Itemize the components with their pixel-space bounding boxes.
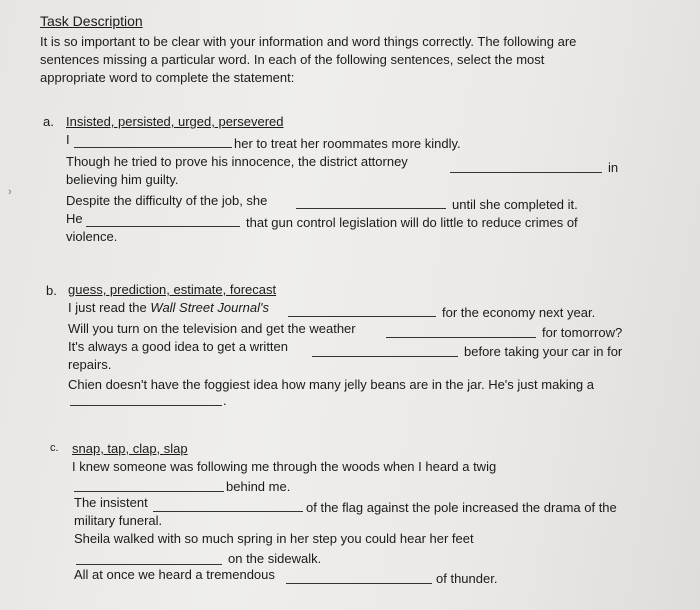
a-sentence-4-start: He [66, 211, 83, 226]
b-blank-4[interactable] [70, 405, 222, 406]
a-sentence-1-end: her to treat her roommates more kindly. [234, 136, 461, 151]
b-sentence-1-start: I just read the Wall Street Journal's [68, 300, 269, 315]
b-sentence-3-start: It's always a good idea to get a written [68, 339, 288, 354]
b-blank-2[interactable] [386, 337, 536, 338]
a-blank-1[interactable] [74, 147, 232, 148]
c-sentence-2-cont: military funeral. [74, 513, 163, 528]
b-sentence-3-end: before taking your car in for [464, 344, 623, 359]
section-b-letter: b. [46, 283, 57, 298]
b-sentence-1-end: for the economy next year. [442, 305, 596, 320]
b-sentence-2-end: for tomorrow? [542, 325, 623, 340]
c-sentence-3-end: on the sidewalk. [228, 551, 322, 566]
a-sentence-1-start: I [66, 132, 70, 147]
c-sentence-2-start: The insistent [74, 495, 148, 510]
a-blank-3[interactable] [296, 208, 446, 209]
task-heading: Task Description [40, 13, 143, 29]
c-blank-2[interactable] [153, 511, 303, 512]
b-sentence-4-end: . [223, 393, 227, 408]
page-speck: › [8, 186, 12, 198]
c-sentence-3: Sheila walked with so much spring in her step you could hear her feet [74, 531, 474, 546]
section-a-letter: a. [43, 114, 54, 129]
c-blank-4[interactable] [286, 583, 432, 584]
c-blank-1[interactable] [74, 491, 224, 492]
section-c-word-list: snap, tap, clap, slap [72, 441, 188, 456]
a-sentence-2-end: in [608, 160, 619, 175]
intro-line-2: sentences missing a particular word. In each of the following sentences, select the most [40, 52, 545, 67]
c-sentence-4-start: All at once we heard a tremendous [74, 567, 275, 582]
a-sentence-3-end: until she completed it. [452, 197, 578, 212]
b-sentence-3-cont: repairs. [68, 357, 112, 372]
a-sentence-4-end: that gun control legislation will do little to reduce crimes of [246, 215, 578, 230]
intro-line-1: It is so important to be clear with your information and word things correctly. The following are [40, 34, 577, 49]
c-sentence-1: I knew someone was following me through the woods when I heard a twig [72, 459, 497, 474]
b-sentence-4: Chien doesn't have the foggiest idea how many jelly beans are in the jar. He's just making a [68, 377, 594, 392]
b-blank-1[interactable] [288, 316, 436, 317]
a-sentence-3-start: Despite the difficulty of the job, she [66, 193, 268, 208]
section-b-word-list: guess, prediction, estimate, forecast [68, 282, 277, 297]
a-sentence-4-cont: violence. [66, 229, 118, 244]
c-blank-3[interactable] [76, 564, 222, 565]
a-blank-2[interactable] [450, 172, 602, 173]
c-sentence-1-end: behind me. [226, 479, 291, 494]
c-sentence-2-end: of the flag against the pole increased the drama of the [306, 500, 617, 515]
section-c-letter: c. [50, 442, 59, 454]
a-sentence-2-start: Though he tried to prove his innocence, the district attorney [66, 154, 408, 169]
intro-line-3: appropriate word to complete the statement: [40, 70, 295, 85]
section-a-word-list: Insisted, persisted, urged, persevered [66, 114, 284, 129]
c-sentence-4-end: of thunder. [436, 571, 498, 586]
a-blank-4[interactable] [86, 226, 240, 227]
b-sentence-2-start: Will you turn on the television and get the weather [68, 321, 356, 336]
a-sentence-2-cont: believing him guilty. [66, 172, 179, 187]
b-blank-3[interactable] [312, 356, 458, 357]
